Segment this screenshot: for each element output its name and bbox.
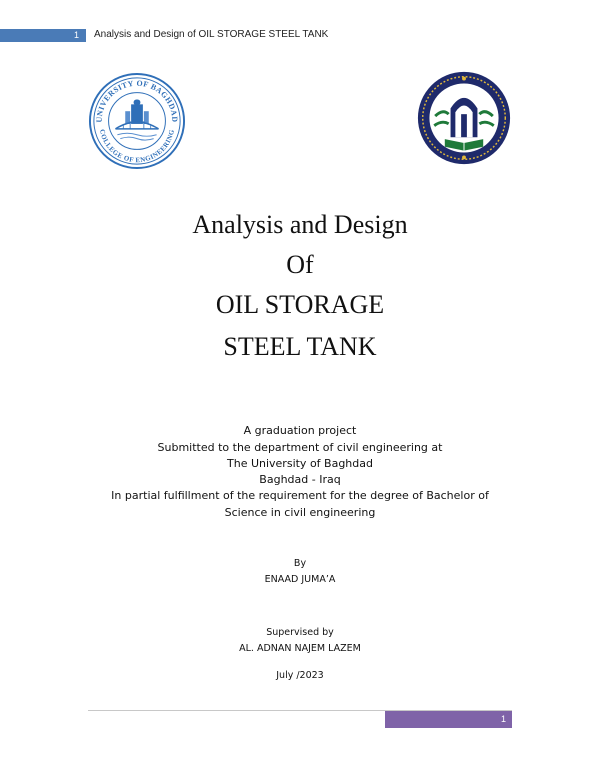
university-of-baghdad-seal xyxy=(416,70,512,166)
description-line-6: Science in civil engineering xyxy=(224,506,376,519)
footer-page-box xyxy=(385,711,512,728)
description-line-4: Baghdad - Iraq xyxy=(259,473,341,486)
date: July /2023 xyxy=(276,670,324,681)
description-line-1: A graduation project xyxy=(243,424,357,437)
title-line-2: Of xyxy=(286,250,314,279)
title-line-4: STEEL TANK xyxy=(223,332,377,361)
college-of-engineering-seal xyxy=(88,72,186,170)
title-line-1: Analysis and Design xyxy=(192,210,408,239)
description-line-5: In partial fulfillment of the requirement for the degree of Bachelor of xyxy=(111,489,489,502)
title-line-3: OIL STORAGE xyxy=(215,290,385,319)
supervised-by-label: Supervised by xyxy=(266,627,334,638)
supervisor-name: AL. ADNAN NAJEM LAZEM xyxy=(239,643,361,654)
svg-text:COLLEGE OF ENGINEERING: COLLEGE OF ENGINEERING xyxy=(98,128,176,165)
footer-page-number: 1 xyxy=(500,714,506,724)
running-title: Analysis and Design of OIL STORAGE STEEL TANK xyxy=(94,29,329,40)
description-line-2: Submitted to the department of civil engineering at xyxy=(157,441,443,454)
author-name: ENAAD JUMA’A xyxy=(264,574,336,585)
description-line-3: The University of Baghdad xyxy=(227,457,373,470)
header-page-number: 1 xyxy=(74,30,80,40)
svg-text:UNIVERSITY OF BAGHDAD: UNIVERSITY OF BAGHDAD xyxy=(94,78,180,123)
by-label: By xyxy=(293,558,307,569)
